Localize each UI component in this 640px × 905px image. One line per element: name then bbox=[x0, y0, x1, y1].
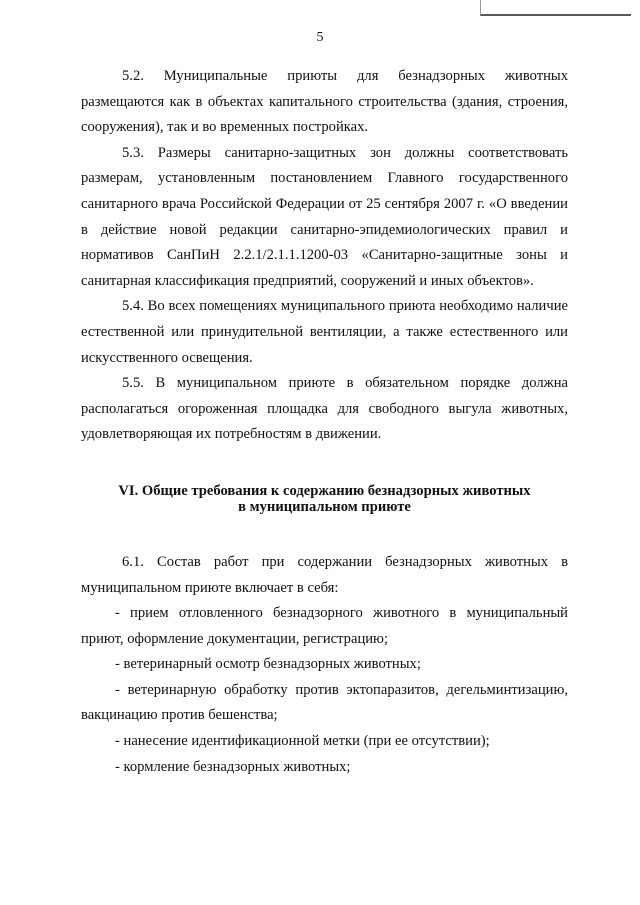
section-6-heading-line-1: VI. Общие требования к содержанию безнадзорных животных bbox=[118, 482, 531, 499]
section-6-heading bbox=[81, 483, 568, 515]
section-6-heading-line-2: в муниципальном приюте bbox=[238, 498, 411, 515]
paragraph-5-4: 5.4. Во всех помещениях муниципального приюта необходимо наличие естественной или принудительной вентиляции, а также естественного или искусственного освещения. bbox=[81, 298, 568, 366]
document-body bbox=[81, 64, 568, 780]
list-item: - ветеринарный осмотр безнадзорных животных; bbox=[115, 656, 421, 673]
page-number: 5 bbox=[316, 30, 324, 45]
paragraph-5-3: 5.3. Размеры санитарно-защитных зон должны соответствовать размерам, установленным постановлением Главного государственного санитарного врача Российской Федерации от 25 сентября 2007 г. «О введении в действие новой редакции санитарно-эпидемиологических правил и нормативов СанПиН 2.2.1/2.1.1.1200-03 «Санитарно-защитные зоны и санитарная классификация предприятий, сооружений и иных объектов». bbox=[81, 144, 568, 289]
paragraph-5-2: 5.2. Муниципальные приюты для безнадзорных животных размещаются как в объектах капитального строительства (здания, строения, сооружения), так и во временных постройках. bbox=[81, 68, 568, 136]
paragraph-5-5: 5.5. В муниципальном приюте в обязательном порядке должна располагаться огороженная площадка для свободного выгула животных, удовлетворяющая их потребностям в движении. bbox=[81, 375, 568, 443]
list-item: - кормление безнадзорных животных; bbox=[115, 758, 351, 775]
list-item: - нанесение идентификационной метки (при ее отсутствии); bbox=[115, 733, 490, 750]
work-list bbox=[81, 601, 568, 780]
paragraph-6-1: 6.1. Состав работ при содержании безнадзорных животных в муниципальном приюте включает в себя: bbox=[81, 553, 568, 596]
list-item: - ветеринарную обработку против эктопаразитов, дегельминтизацию, вакцинацию против бешенства; bbox=[81, 681, 568, 724]
list-item: - прием отловленного безнадзорного животного в муниципальный приют, оформление документации, регистрацию; bbox=[81, 605, 568, 647]
scan-edge-mark bbox=[480, 0, 631, 16]
